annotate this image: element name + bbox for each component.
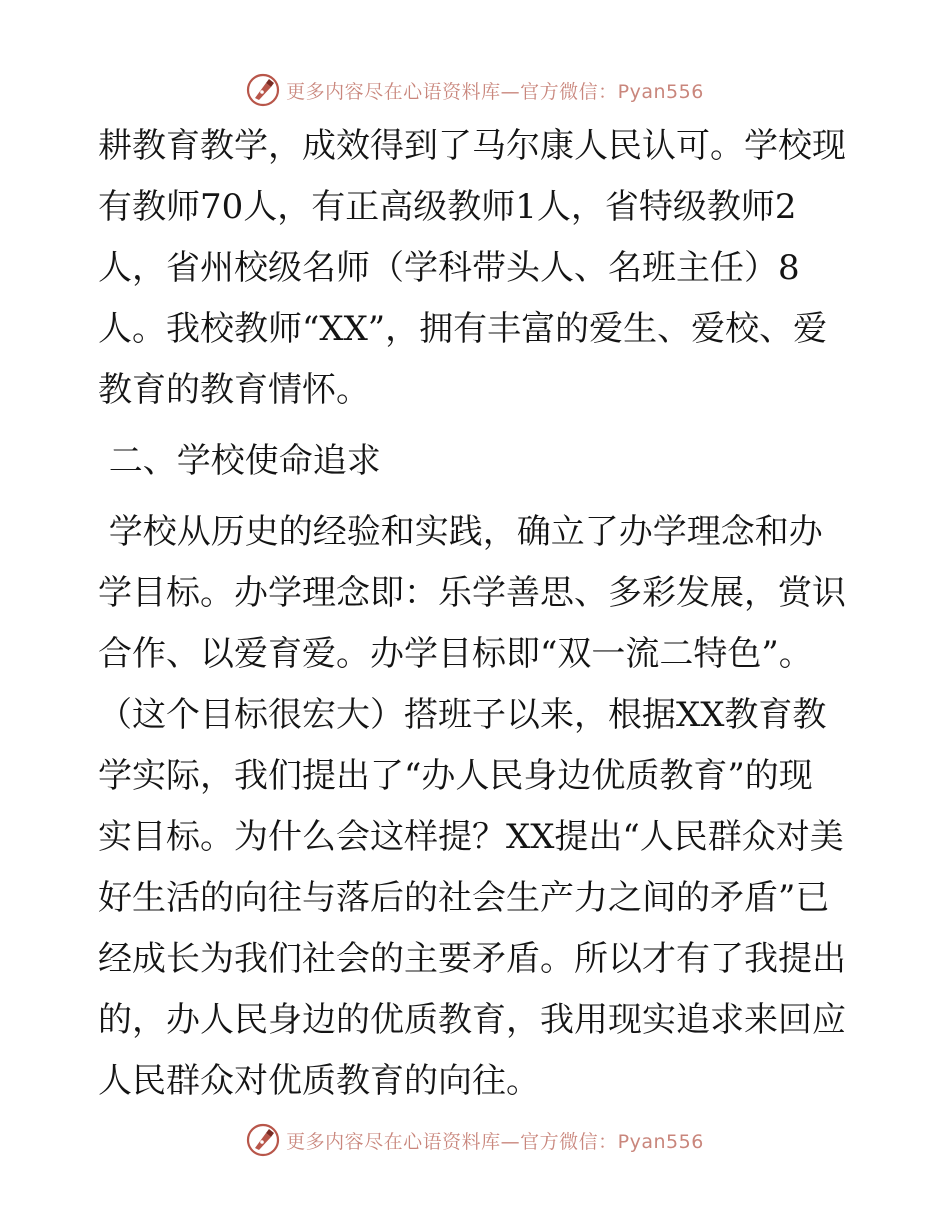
pen-nib-logo-icon (246, 1123, 280, 1157)
text-line: （这个目标很宏大）搭班子以来，根据XX教育教 (98, 695, 827, 735)
paragraph-teachers (98, 116, 868, 421)
paragraph-mission (98, 502, 868, 1112)
text-line: 教育的教育情怀。 (98, 370, 370, 410)
text-line: 耕教育教学，成效得到了马尔康人民认可。学校现 (98, 126, 846, 166)
text-line: 合作、以爱育爱。办学目标即“双一流二特色”。 (98, 634, 813, 674)
section-heading-text: 二、学校使命追求 (98, 441, 381, 481)
text-line: 经成长为我们社会的主要矛盾。所以才有了我提出 (98, 939, 846, 979)
text-line: 好生活的向往与落后的社会生产力之间的矛盾”已 (98, 878, 830, 918)
text-line: 人，省州校级名师（学科带头人、名班主任）8 (98, 248, 800, 288)
text-line: 实目标。为什么会这样提？XX提出“人民群众对美 (98, 817, 844, 857)
header-watermark-banner (0, 70, 950, 110)
watermark-text: 更多内容尽在心语资料库—官方微信：Pyan556 (286, 80, 704, 103)
text-line: 的，办人民身边的优质教育，我用现实追求来回应 (98, 1000, 846, 1040)
text-line: 学校从历史的经验和实践，确立了办学理念和办 (98, 512, 823, 552)
footer-watermark-banner (0, 1120, 950, 1160)
text-line: 有教师70人，有正高级教师1人，省特级教师2 (98, 187, 797, 227)
pen-nib-logo-icon (246, 73, 280, 107)
watermark-text: 更多内容尽在心语资料库—官方微信：Pyan556 (286, 1130, 704, 1153)
text-line: 学实际，我们提出了“办人民身边优质教育”的现 (98, 756, 813, 796)
text-line: 人。我校教师“XX”，拥有丰富的爱生、爱校、爱 (98, 309, 828, 349)
document-body (98, 116, 868, 1112)
text-line: 学目标。办学理念即：乐学善思、多彩发展，赏识 (98, 573, 846, 613)
section-heading (98, 431, 868, 492)
text-line: 人民群众对优质教育的向往。 (98, 1061, 540, 1101)
